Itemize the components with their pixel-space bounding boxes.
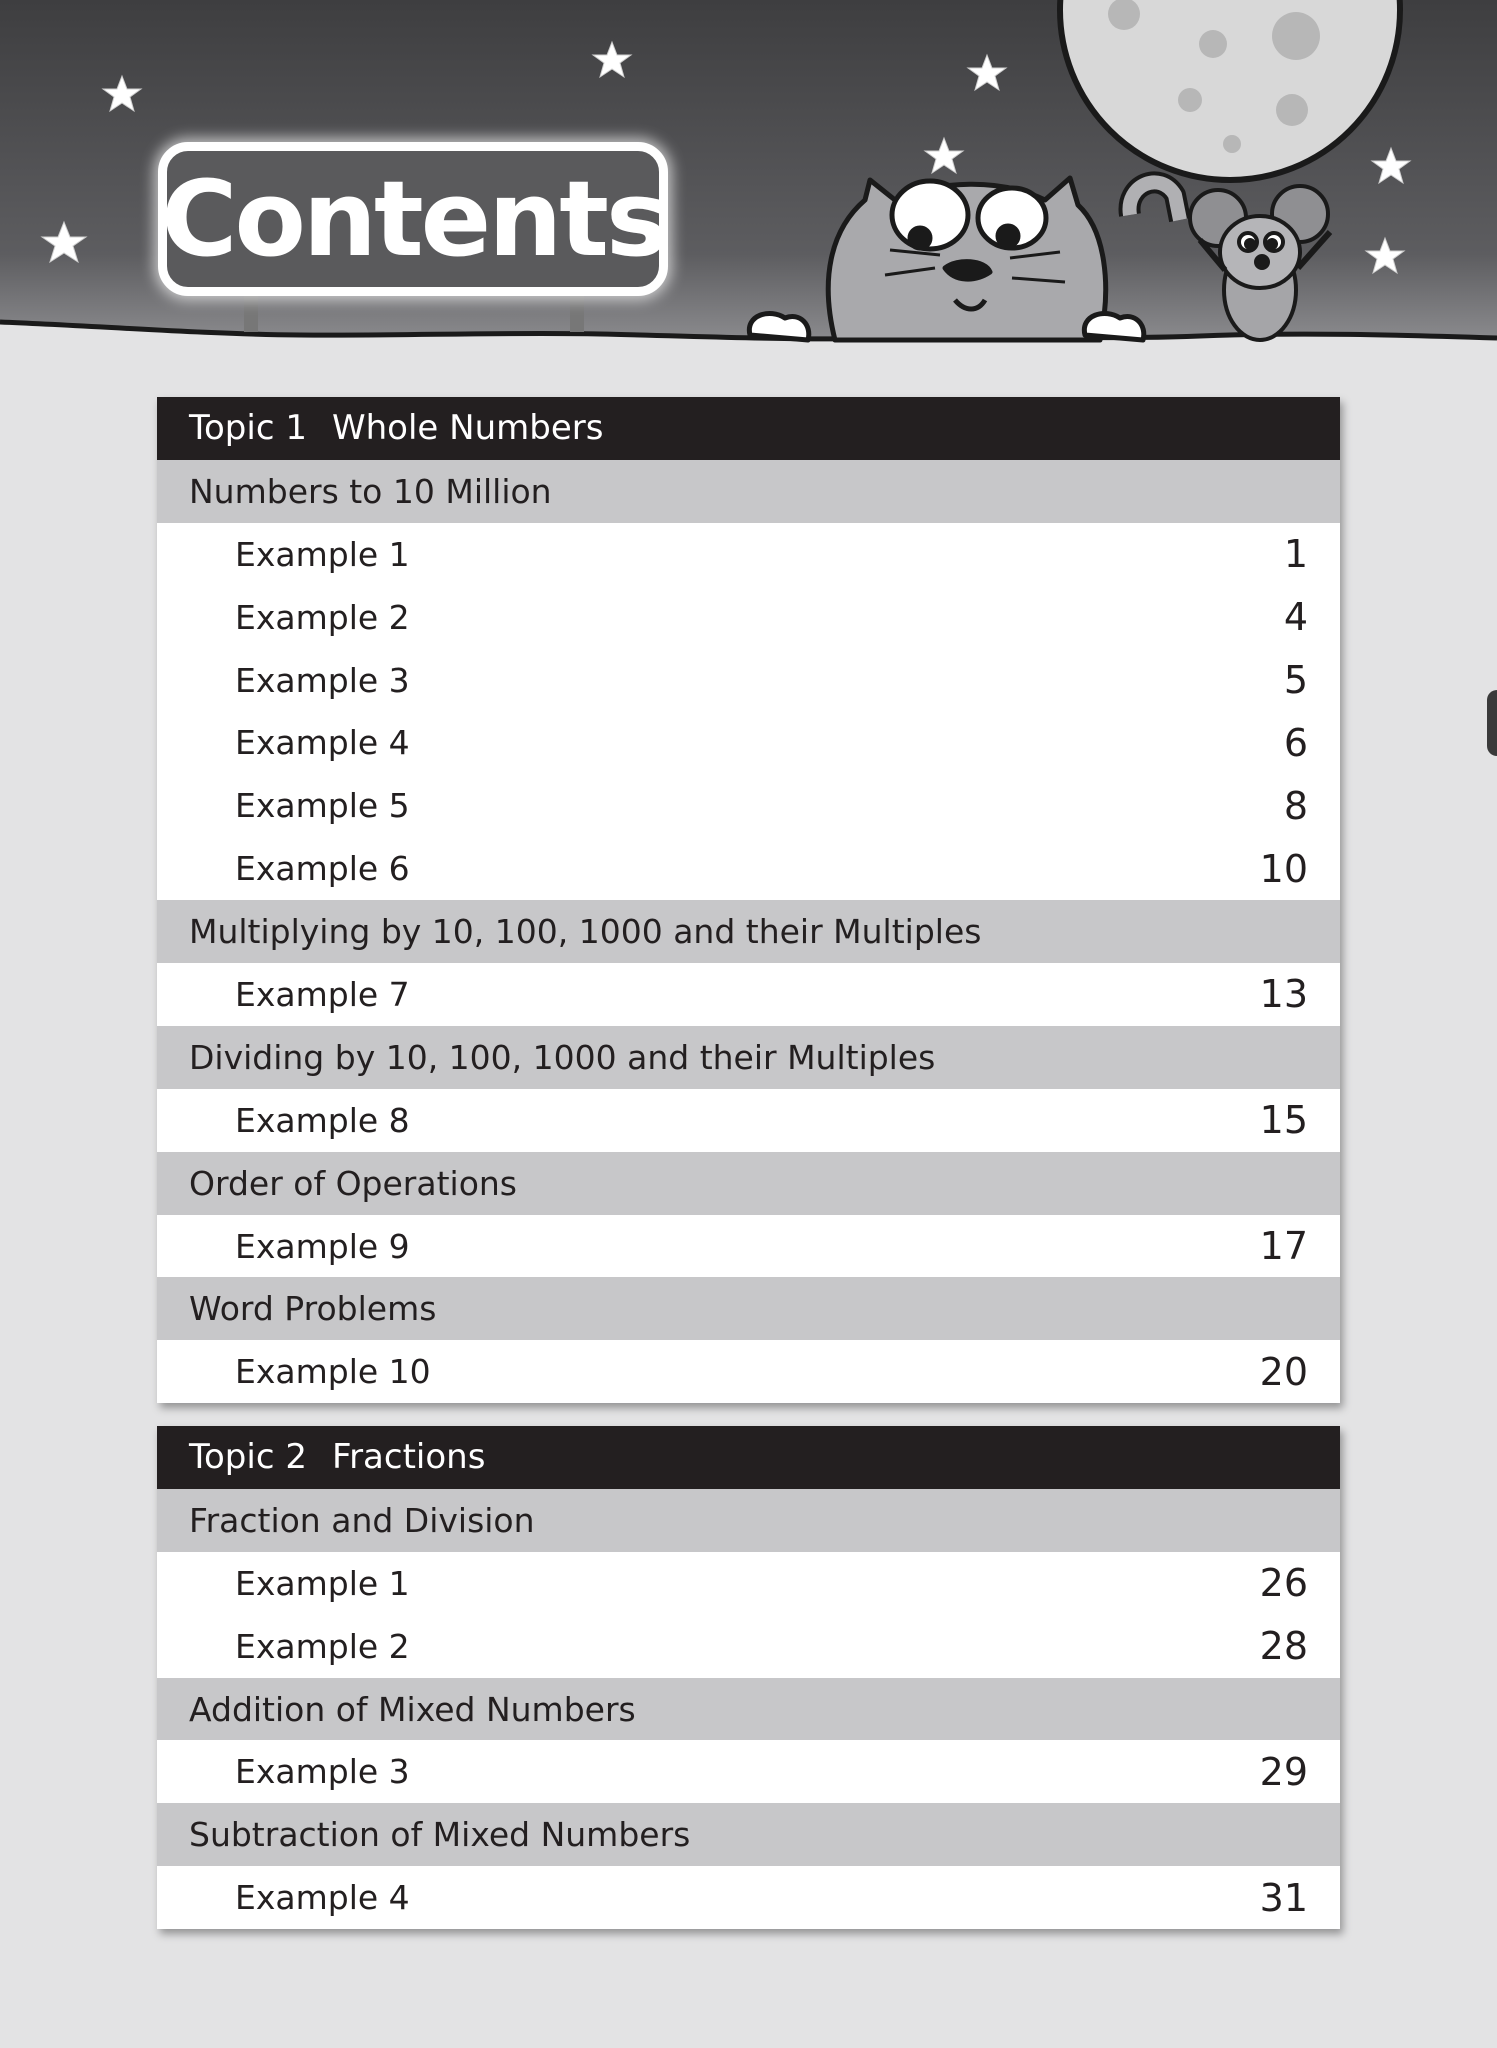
- toc-entry[interactable]: [157, 649, 1340, 712]
- toc-entry[interactable]: [157, 711, 1340, 774]
- toc-entry[interactable]: [157, 1340, 1340, 1403]
- toc-entry[interactable]: [157, 586, 1340, 649]
- page-number: 5: [1283, 658, 1308, 702]
- example-label: Example 2: [235, 1626, 410, 1666]
- section-title: Numbers to 10 Million: [189, 471, 552, 511]
- page-number: 1: [1283, 532, 1308, 577]
- example-label: Example 1: [235, 1563, 410, 1603]
- topic-title: Fractions: [332, 1437, 486, 1478]
- page-number: 28: [1259, 1624, 1308, 1669]
- example-label: Example 3: [235, 660, 410, 700]
- example-label: Example 4: [235, 1878, 410, 1918]
- section-header: [157, 460, 1340, 523]
- toc-entry[interactable]: [157, 1866, 1340, 1929]
- section-title: Word Problems: [189, 1289, 437, 1329]
- page-number: 13: [1259, 972, 1308, 1017]
- page-number: 10: [1259, 846, 1308, 891]
- page-number: 4: [1283, 595, 1308, 640]
- topic-title: Whole Numbers: [332, 408, 604, 449]
- page-number: 31: [1259, 1875, 1308, 1920]
- topic-header: [157, 397, 1340, 460]
- section-title: Addition of Mixed Numbers: [189, 1689, 636, 1729]
- example-label: Example 10: [235, 1352, 431, 1392]
- section-title: Fraction and Division: [189, 1500, 535, 1540]
- page-number: 6: [1283, 720, 1308, 765]
- topic-header: [157, 1426, 1340, 1489]
- section-header: [157, 900, 1340, 963]
- toc-topic-1: [157, 397, 1340, 1403]
- page-number: 29: [1259, 1749, 1308, 1794]
- section-header: [157, 1489, 1340, 1552]
- topic-number: Topic 1: [189, 408, 307, 449]
- page-number: 17: [1259, 1224, 1308, 1269]
- section-title: Subtraction of Mixed Numbers: [189, 1815, 691, 1855]
- section-header: [157, 1277, 1340, 1340]
- example-label: Example 1: [235, 534, 410, 574]
- section-header: [157, 1678, 1340, 1741]
- page-title: Contents: [161, 158, 665, 280]
- page-number: 26: [1259, 1561, 1308, 1606]
- toc-entry[interactable]: [157, 837, 1340, 900]
- toc-entry[interactable]: [157, 523, 1340, 586]
- contents-title-box: [158, 142, 668, 296]
- section-title: Order of Operations: [189, 1163, 517, 1203]
- example-label: Example 7: [235, 974, 410, 1014]
- page-edge-tab: [1487, 690, 1497, 756]
- toc-entry[interactable]: [157, 1552, 1340, 1615]
- toc-entry[interactable]: [157, 1215, 1340, 1278]
- section-title: Dividing by 10, 100, 1000 and their Multiples: [189, 1037, 936, 1077]
- example-label: Example 4: [235, 723, 410, 763]
- toc-entry[interactable]: [157, 774, 1340, 837]
- toc-entry[interactable]: [157, 963, 1340, 1026]
- section-header: [157, 1026, 1340, 1089]
- topic-number: Topic 2: [189, 1437, 307, 1478]
- section-header: [157, 1803, 1340, 1866]
- page-number: 8: [1283, 783, 1308, 828]
- example-label: Example 6: [235, 849, 410, 889]
- section-title: Multiplying by 10, 100, 1000 and their Multiples: [189, 912, 982, 952]
- example-label: Example 5: [235, 786, 410, 826]
- example-label: Example 3: [235, 1752, 410, 1792]
- example-label: Example 2: [235, 597, 410, 637]
- toc-topic-2: [157, 1426, 1340, 1929]
- toc-entry[interactable]: [157, 1089, 1340, 1152]
- toc-entry[interactable]: [157, 1740, 1340, 1803]
- page-number: 20: [1259, 1349, 1308, 1394]
- example-label: Example 9: [235, 1226, 410, 1266]
- page-number: 15: [1259, 1098, 1308, 1143]
- toc-entry[interactable]: [157, 1615, 1340, 1678]
- section-header: [157, 1152, 1340, 1215]
- example-label: Example 8: [235, 1100, 410, 1140]
